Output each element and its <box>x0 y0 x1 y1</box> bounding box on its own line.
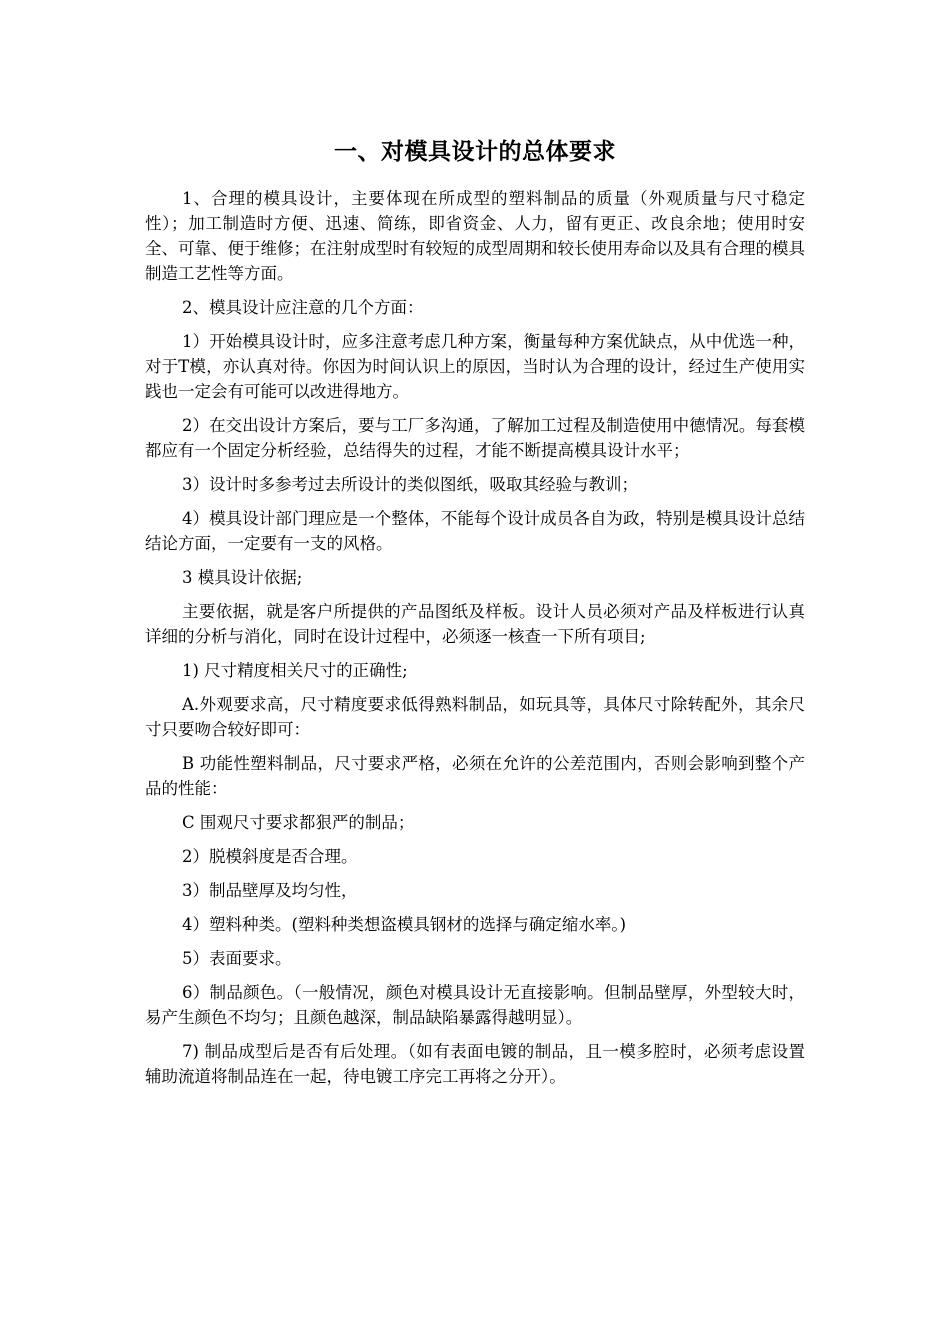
paragraph-11: B 功能性塑料制品，尺寸要求严格，必须在允许的公差范围内，否则会影响到整个产品的性能： <box>145 754 805 798</box>
paragraph-15: 4）塑料种类。(塑料种类想盗模具钢材的选择与确定缩水率。) <box>182 915 627 934</box>
paragraph-13: 2）脱模斜度是否合理。 <box>182 847 358 866</box>
document-body <box>145 186 805 1098</box>
paragraph-2: 2、模具设计应注意的几个方面： <box>182 298 424 317</box>
paragraph-17: 6）制品颜色。（一般情况，颜色对模具设计无直接影响。但制品壁厚，外型较大时，易产生颜色不均匀；且颜色越深，制品缺陷暴露得越明显）。 <box>145 983 805 1027</box>
paragraph-8: 主要依据，就是客户所提供的产品图纸及样板。设计人员必须对产品及样板进行认真详细的分析与消化，同时在设计过程中，必须逐一核查一下所有项目; <box>145 602 805 646</box>
document-title: 一、对模具设计的总体要求 <box>334 138 616 165</box>
paragraph-5: 3）设计时多参考过去所设计的类似图纸，吸取其经验与教训； <box>182 475 638 494</box>
paragraph-18: 7) 制品成型后是否有后处理。（如有表面电镀的制品，且一模多腔时，必须考虑设置辅助流道将制品连在一起，待电镀工序完工再将之分开）。 <box>145 1042 805 1086</box>
paragraph-12: C 围观尺寸要求都狠严的制品； <box>182 813 415 832</box>
paragraph-16: 5）表面要求。 <box>182 949 292 968</box>
paragraph-3: 1）开始模具设计时，应多注意考虑几种方案，衡量每种方案优缺点，从中优选一种，对于T模，亦认真对待。你因为时间认识上的原因，当时认为合理的设计，经过生产使用实践也一定会有可能可以改进得地方。 <box>145 332 805 401</box>
paragraph-1: 1、合理的模具设计，主要体现在所成型的塑料制品的质量（外观质量与尺寸稳定性）；加工制造时方便、迅速、简练，即省资金、人力，留有更正、改良余地；使用时安全、可靠、便于维修；在注射成型时有较短的成型周期和较长使用寿命以及具有合理的模具制造工艺性等方面。 <box>145 189 805 283</box>
paragraph-14: 3）制品壁厚及均匀性， <box>182 881 358 900</box>
paragraph-6: 4）模具设计部门理应是一个整体，不能每个设计成员各自为政，特别是模具设计总结结论方面，一定要有一支的风格。 <box>145 509 805 553</box>
paragraph-10: A.外观要求高，尺寸精度要求低得熟料制品，如玩具等，具体尺寸除转配外，其余尺寸只要吻合较好即可： <box>145 695 805 739</box>
paragraph-9: 1) 尺寸精度相关尺寸的正确性; <box>182 661 408 680</box>
paragraph-4: 2）在交出设计方案后，要与工厂多沟通，了解加工过程及制造使用中德情况。每套模都应有一个固定分析经验，总结得失的过程，才能不断提高模具设计水平； <box>145 416 805 460</box>
paragraph-7: 3 模具设计依据; <box>182 568 303 587</box>
